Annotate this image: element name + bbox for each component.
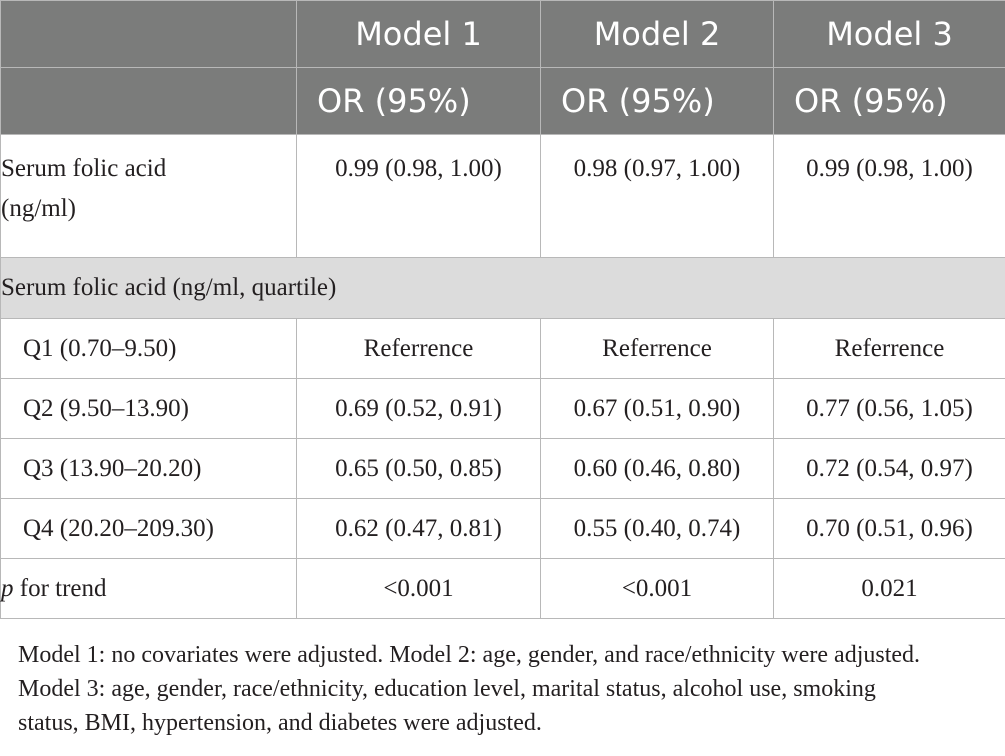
header-row-models [1,1,1005,68]
cell-value: 0.65 (0.50, 0.85) [297,439,541,499]
row-label-p-trend [1,559,297,619]
table-row-section-quartile [1,258,1005,319]
header-or-model-1: OR (95%) [297,68,541,135]
table-footnote [18,638,1003,740]
table-row-q1 [1,319,1005,379]
table-row-q2 [1,379,1005,439]
row-label-q3: Q3 (13.90–20.20) [1,439,297,499]
header-or-model-3: OR (95%) [774,68,1005,135]
cell-value: 0.62 (0.47, 0.81) [297,499,541,559]
header-model-1: Model 1 [297,1,541,68]
cell-value: 0.99 (0.98, 1.00) [297,135,541,258]
section-label: Serum folic acid (ng/ml, quartile) [1,258,1005,319]
row-label-serum-line1: Serum folic acid [1,155,167,182]
row-label-serum-line2: (ng/ml) [1,195,76,222]
header-blank-cell [1,1,297,68]
header-model-2: Model 2 [541,1,774,68]
p-trend-text: for trend [13,574,107,602]
cell-value: 0.70 (0.51, 0.96) [774,499,1005,559]
cell-value: 0.72 (0.54, 0.97) [774,439,1005,499]
row-label-q1: Q1 (0.70–9.50) [1,319,297,379]
cell-value: 0.55 (0.40, 0.74) [541,499,774,559]
cell-value: <0.001 [541,559,774,619]
header-blank-cell-2 [1,68,297,135]
table-row-p-trend [1,559,1005,619]
row-label-serum [1,135,297,258]
p-symbol: p [1,574,14,602]
cell-value: 0.60 (0.46, 0.80) [541,439,774,499]
cell-value: 0.99 (0.98, 1.00) [774,135,1005,258]
cell-value: <0.001 [297,559,541,619]
table-row-serum-continuous [1,135,1005,258]
footnote-line: Model 1: no covariates were adjusted. Model 2: age, gender, and race/ethnicity were adjusted. [18,642,921,668]
footnote-line: status, BMI, hypertension, and diabetes were adjusted. [18,710,542,736]
cell-value: 0.021 [774,559,1005,619]
cell-value: 0.77 (0.56, 1.05) [774,379,1005,439]
row-label-q4: Q4 (20.20–209.30) [1,499,297,559]
header-row-or [1,68,1005,135]
header-model-3: Model 3 [774,1,1005,68]
header-or-model-2: OR (95%) [541,68,774,135]
footnote-line: Model 3: age, gender, race/ethnicity, education level, marital status, alcohol use, smoking [18,676,876,702]
cell-value: 0.69 (0.52, 0.91) [297,379,541,439]
cell-value: 0.98 (0.97, 1.00) [541,135,774,258]
row-label-q2: Q2 (9.50–13.90) [1,379,297,439]
cell-value: Referrence [541,319,774,379]
cell-value: Referrence [774,319,1005,379]
cell-value: Referrence [297,319,541,379]
table-row-q3 [1,439,1005,499]
table-row-q4 [1,499,1005,559]
cell-value: 0.67 (0.51, 0.90) [541,379,774,439]
